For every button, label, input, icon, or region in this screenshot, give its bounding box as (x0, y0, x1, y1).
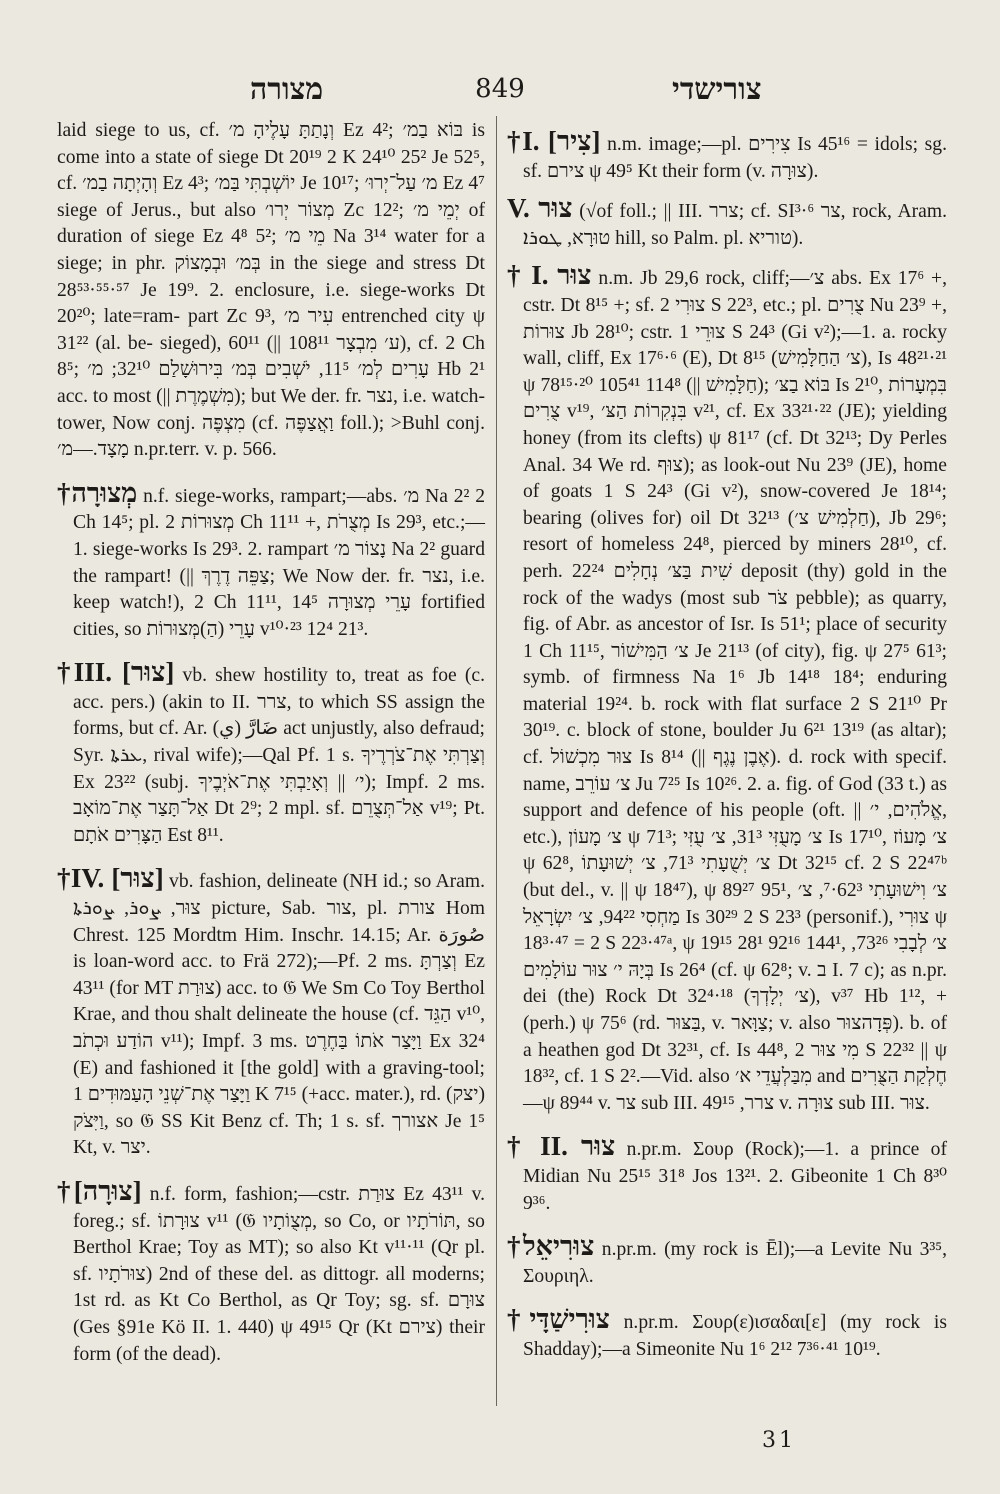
dictionary-entry (57, 1175, 485, 1368)
entry-headword: †צוּרִיאֵל (507, 1231, 595, 1262)
text-line: מֵי מ׳ Na 3¹⁴ water for a siege; in phr. בְּמ׳ וּבְמָצוֹק (57, 226, 485, 274)
text-line: Zc 12²; יְמֵי מ׳ of duration of siege Ez 4⁸ 5²; (57, 199, 485, 248)
dictionary-entry (57, 477, 486, 644)
column-divider (496, 116, 497, 1406)
running-header (0, 72, 1000, 112)
entry-headword: V. צוּר (507, 193, 573, 224)
header-right-title: צורישדי (672, 72, 762, 107)
dictionary-entry (507, 1233, 947, 1290)
entry-text: n.pr.m. (my rock is Ēl);—a Levite Nu 3³⁵, Σουριηλ. (523, 1239, 948, 1287)
text-line: is come into a state of siege Dt 20¹⁹ 2 K 24¹⁰ 25² (57, 120, 485, 168)
text-line: Je 52⁵, cf. וְהָיְתָה בַמ׳ Ez 4³; יוֹשְׁבְתִּי בַּמ׳ Je 10¹⁷; (57, 146, 485, 195)
dictionary-entry (507, 195, 947, 252)
text-line: laid siege to us, cf. וְנָתַתָּ עָלֶיהָ מ׳ Ez 4²; בּוֹא בַמ׳ (57, 120, 464, 141)
entry-headword: †[צוּרָה] (57, 1175, 142, 1206)
entry-text: vb. shew hostility to, treat as foe (c. acc. pers.) (akin to II. צרר, to which SS assign the forms, but cf. Ar. ضَارَّ (ي) act unjustly, also defraud; Syr. ܥܪܬܐ, rival wife);—Qal Pf. 1 s. וְצַרְתִּי אֶת־צֹרְרֶיךָ Ex 23²² (subj. י׳ || וְאָיַבְתִּי אֶת־אֹיְבֶיךָ); Impf. 2 ms. אַל־תָּצַר אֶת־מוֹאָב Dt 2⁹; 2 mpl. sf. אַל־תְּצֻרֵם v¹⁹; Pt. הַצָּרִים אֹתָם Est 8¹¹. (73, 665, 486, 846)
entry-text: vb. fashion, delineate (NH id.; so Aram. צוּר, ܨܘܪ, ܨܘܪܬܐ picture, Sab. צור, pl. צורת Hom Chrest. 125 Mordtm Him. Inschr. 14.15; Ar. صُورَة is loan-word acc. to Frä 272);—Pf. 2 ms. וְצַרְתָּ Ez 43¹¹ (for MT צוּרַת) acc. to 𝔊 We Sm Co Toy Berthol Krae, and thou shalt delineate the house (cf. הַגֵּד v¹⁰, הוֹדַע וּכְתֹב v¹¹); Impf. 3 ms. וַיָּצַר אֹתוֹ בַּחֶרֶט Ex 32⁴ (E) and fashioned it [the gold] with a graving-tool; וַיָּצַר אֶת־שְׁנֵי הָעַמּוּדִים 1 K 7¹⁵ (+acc. mater.), rd. (יצק) וַיִּצֹק, so 𝔊 SS Kit Benz cf. Th; 1 s. sf. אצורך Je 1⁵ Kt, v. יצר. (73, 871, 485, 1159)
header-left-title: מצורה (250, 72, 324, 107)
text-line: conj. מָצָד.—מ׳ n.pr.terr. v. p. 566. (57, 412, 485, 461)
dictionary-entry (507, 1133, 947, 1217)
page-number: 849 (475, 74, 525, 104)
right-column (507, 118, 947, 1364)
entry-headword: † II. צוּר (507, 1131, 616, 1162)
entry-text: n.f. form, fashion;—cstr. צוּרַת Ez 43¹¹ v. foreg.; sf. צוּרָתוֹ v¹¹ (𝔊 מְצֻוֹתָיו, so Co, or תּוֹרֹתָיו, so Berthol Krae; Toy as MT); so also Kt v¹¹·¹¹ (Qr pl. sf. צוּרֹתָיו) 2nd of these del. as dittogr. all moderns; 1st rd. as Kt Co Berthol, as Qr Toy; sg. sf. צוּרָם (Ges §91e Kö II. 1. 440) ψ 49¹⁵ Qr (Kt צירם) their form (of the dead). (73, 1183, 485, 1365)
entry-headword: †IV. [צוּר] (57, 863, 164, 894)
entry-text: n.m. Jb 29,6 rock, cliff;—צ׳ abs. Ex 17⁶ +, cstr. Dt 8¹⁵ +; sf. צוּרִי 2 S 22³, etc.; pl. צֻרִים Nu 23⁹ +, צוּרוֹת Jb 28¹⁰; cstr. צוּרֵי 1 S 24³ (Gi v²);—1. a. rocky wall, cliff, Ex 17⁶·⁶ (E), Dt 8¹⁵ (צ׳ הַחַלָּמִישׁ), Is 48²¹·²¹ ψ 78¹⁵·²⁰ 105⁴¹ 114⁸ (|| חַלָּמִישׁ); בּוֹא בַצּ׳ Is 2¹⁰, בִּמְעָרוֹת צֻרִים v¹⁹, בִּנְקִרוֹת הַצּ׳ v²¹, cf. Ex 33²¹·²² (JE); yielding honey (from its clefts) ψ 81¹⁷ (cf. Dt 32¹³; Dy Perles Anal. 34 We rd. צוּף); as look-out Nu 23⁹ (JE), home of goats 1 S 24³ (Gi v²), snow-covered Je 18¹⁴; bearing (olives for) oil Dt 32¹³ (חַלְמִישׁ צ׳), Jb 29⁶; resort of homeless 24⁸, pierced by miners 28¹⁰, cf. perh. שִׁית בַּצּ׳ נְחָלִים 22²⁴ deposit (thy) gold in the rock of the wadys (most sub צֹר pebble); as quarry, fig. of Abr. as ancestor of Isr. Is 51¹; place of security 1 Ch 11¹⁵, צ׳ הַמִּישׁוֹר Je 21¹³ (of city), fig. ψ 27⁵ 61³; symb. of firmness Na 1⁶ Jb 14¹⁸ 18⁴; enduring material 19²⁴. b. rock with flat surface 2 S 21¹⁰ Pr 30¹⁹. c. block of stone, boulder Ju 6²¹ 13¹⁹ (as altar); cf. צוּר מִכְשׁוֹל Is 8¹⁴ (|| אֶבֶן נֶגֶף). d. rock with specif. name, צ׳ עוֹרֵב Ju 7²⁵ Is 10²⁶. 2. a. fig. of God (33 t.) as support and defence of his people (oft. || אֱלֹהִים, י׳, etc.), צ׳ מָעוֹן ψ 71³; צ׳ מָעֻזִּי 31³, צ׳ עֻזִּי Is 17¹⁰, צ׳ מָעוֹז ψ 62⁸, צ׳ יְשֻׁעָתִי 71³, צ׳ יְשׁוּעָתוֹ Dt 32¹⁵ cf. 2 S 22⁴⁷ᵇ (but del., v. || ψ 18⁴⁷), ψ 89²⁷ 95¹, צ׳ וִישׁוּעָתִי 62³·⁷, צ׳ מַחְסִי 94²², צ׳ יִשְׂרָאֵל Is 30²⁹ 2 S 23³ (personif.), צוּרִי ψ 18³·⁴⁷ = 2 S 22³·⁴⁷ᵃ, ψ 19¹⁵ 28¹ 92¹⁶ 144¹, צ׳ לְבָבִי 73²⁶, בְּיָהּ י׳ צוּר עוֹלָמִים Is 26⁴ (cf. ψ 62⁸; v. ב I. 7 c); as n.pr. dei (the) Rock Dt 32⁴·¹⁸ (צ׳ יְלָדְךָ), v³⁷ Hb 1¹², + (perh.) ψ 75⁶ (rd. בַּצּוּר, v. צַוָּאר; v. also פְּדָהצוּר). b. of a heathen god Dt 32³¹, cf. Is 44⁸, מִי צוּר 2 S 22³² || ψ 18³², cf. 1 S 2².—Vid. also מִבַּלְעֲדֵי א׳ and חֶלְקַת הַצֻּרִים—ψ 89⁴⁴ v. צר sub III. צרר, 49¹⁵ v. צוּרָה sub III. צוּר. (523, 268, 948, 1114)
text-line: sieged), 60¹¹ (|| 108¹¹ ע׳ מִבְצָר), cf. 2 Ch 8⁵; עָרִים לְמ׳ (57, 332, 485, 381)
entry-text: n.pr.m. Σουρ (Rock);—1. a prince of Midian Nu 25¹⁵ 31⁸ Jos 13²¹. 2. Gibeonite 1 Ch 8³⁰ 9³⁶. (523, 1139, 948, 1214)
dictionary-entry (507, 128, 947, 185)
entry-text: (√of foll.; || III. צרר; cf. SI³·⁶ צר, rock, Aram. טוּרָא, ܛܘܪܐ hill, so Palm. pl. טוריא). (523, 201, 947, 249)
text-line: in the siege and stress Dt 28⁵³·⁵⁵·⁵⁷ Je 19⁹. 2. (57, 252, 486, 301)
text-line: most (|| מִשְׁמֶרֶת); but We der. fr. נצר, i.e. watch- (113, 385, 485, 407)
entry-text: n.m. image;—pl. צִירִים Is 45¹⁶ = idols; sg. sf. צירם ψ 49⁵ Kt their form (v. צוּרָה). (523, 134, 948, 182)
dictionary-entry (57, 659, 485, 849)
entry-headword: †צוּרִישַׁדָּי (507, 1304, 610, 1335)
entry-headword: †I. [צִיר] (507, 126, 601, 156)
entry-headword: †III. [צוּר] (57, 657, 175, 688)
signature-mark: 31 (762, 1428, 796, 1453)
left-column (57, 118, 485, 1368)
text-line: 11⁵, יֹשְׁבִים בְּמ׳ בִּירוּשָׁלַם 32¹⁰; מ׳ Hb 2¹ acc. to (57, 359, 485, 407)
entry-headword: †מְצוּרָה (57, 477, 138, 508)
text-line: tower, Now conj. מִצְפֶּה (cf. וַאֲצַפֶּה foll.); >Buhl (57, 412, 440, 434)
entry-headword: † I. צוּר (507, 260, 592, 291)
dictionary-entry (57, 865, 485, 1162)
dictionary-entry (507, 1306, 947, 1363)
continuation-entry (57, 118, 485, 464)
entry-text: n.pr.m. Σουρ(ε)ισαδαι[ε] (my rock is Shadday);—a Simeonite Nu 1⁶ 2¹² 7³⁶·⁴¹ 10¹⁹. (523, 1312, 948, 1360)
entry-text: n.f. siege-works, rampart;—abs. מ׳ Na 2² 2 Ch 14⁵; pl. מְצוּרוֹת 2 Ch 11¹¹ +, מְצֻרֹת Is 29³, etc.;—1. siege-works Is 29³. 2. rampart נָצוֹר מ׳ Na 2² guard the rampart! (|| צַפֵּה דֶרֶךְ; We Now der. fr. נצר, i.e. keep watch!), 2 Ch 11¹¹, עָרֵי מְצוּרָה 14⁵ fortified cities, so עָרֵי (הַ)מְּצוּרוֹת v¹⁰·²³ 12⁴ 21³. (73, 485, 486, 640)
text-line: מ׳ עַל־יְרוּ׳ Ez 4⁷ siege of Jerus., but also מְצוֹר יְרו׳ (57, 173, 485, 221)
text-line: part Zc 9³, עִיר מ׳ entrenched city ψ 31²² (al. be- (57, 306, 486, 354)
text-line: enclosure, i.e. siege-works Dt 20²⁰; late=ram- (57, 279, 485, 328)
dictionary-entry (507, 262, 947, 1117)
